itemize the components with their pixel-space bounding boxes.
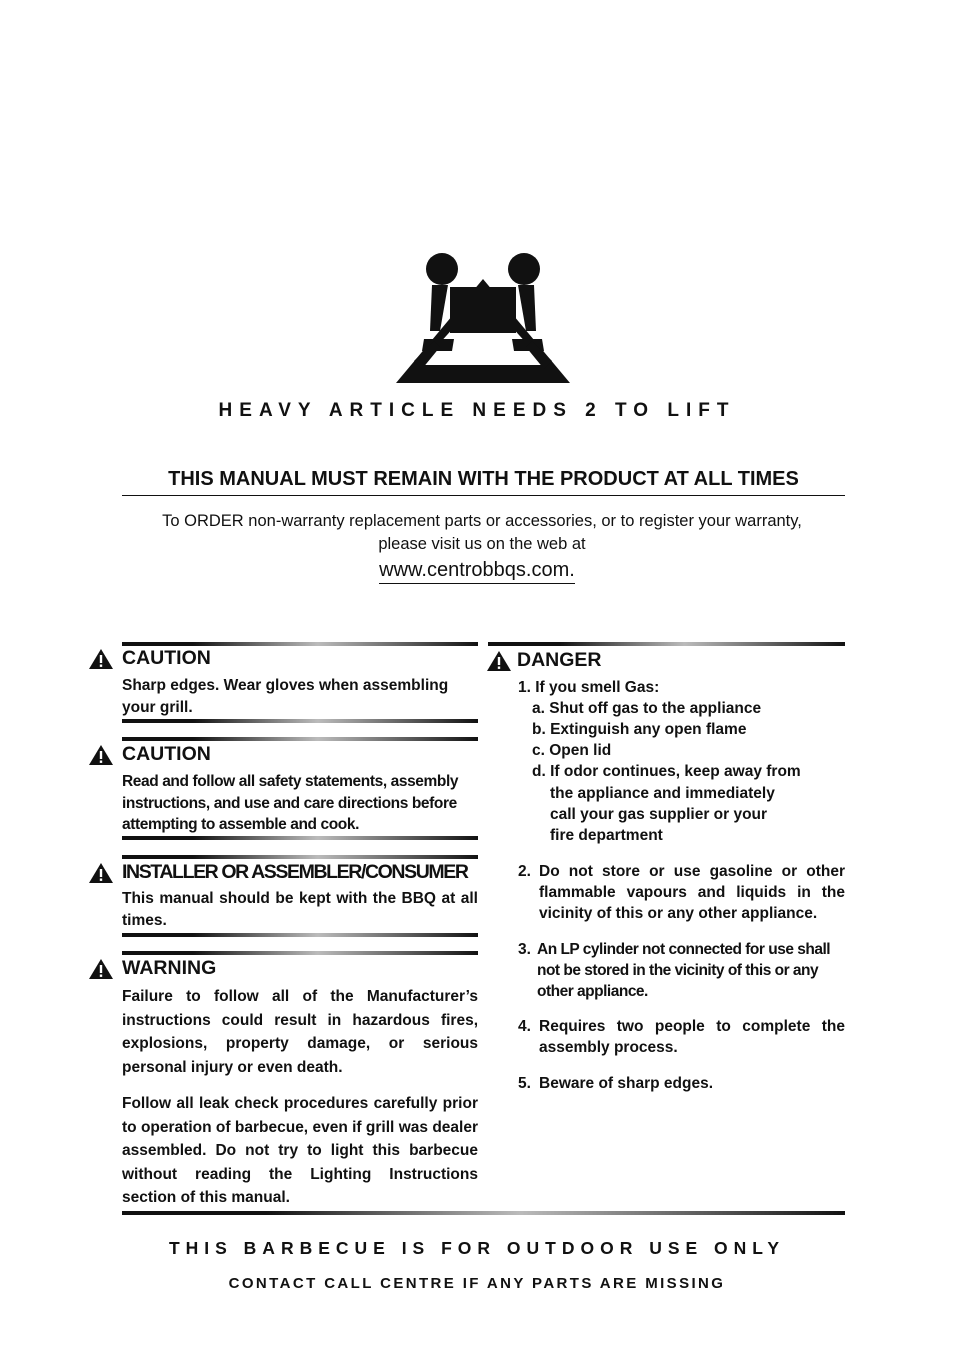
outdoor-use-notice: THIS BARBECUE IS FOR OUTDOOR USE ONLY bbox=[168, 1238, 786, 1258]
danger-item-3-text: An LP cylinder not connected for use shall not be stored in the vicinity of this or any other appliance. bbox=[537, 941, 831, 1000]
contact-notice: CONTACT CALL CENTRE IF ANY PARTS ARE MISSING bbox=[228, 1275, 726, 1292]
danger-item-5-number: 5. bbox=[518, 1075, 531, 1092]
danger-item-3-number: 3. bbox=[518, 941, 531, 958]
warning-triangle-icon bbox=[88, 958, 114, 980]
website-link[interactable]: www.centrobbqs.com. bbox=[379, 559, 575, 584]
warning-text: Failure to follow all of the Manufacturer’s instructions could result in hazardous fires, explosions, property damage, or serious personal injury or even death. bbox=[122, 988, 478, 1076]
warning-triangle-icon bbox=[88, 862, 114, 884]
two-person-lift-icon bbox=[394, 251, 572, 385]
order-line-2: please visit us on the web at bbox=[378, 535, 586, 553]
warning-triangle-icon bbox=[88, 744, 114, 766]
warning-text-2: Follow all leak check procedures carefully prior to operation of barbecue, even if grill was dealer assembled. Do not try to light this barbecue without reading the Lighting Instructions section of this manual. bbox=[122, 1095, 478, 1206]
order-line-1: To ORDER non-warranty replacement parts or accessories, or to register your warranty, bbox=[162, 512, 802, 530]
danger-item-1b: b. Extinguish any open flame bbox=[532, 721, 747, 738]
danger-item-1d-line3: call your gas supplier or your bbox=[550, 806, 768, 823]
warning-heading: WARNING bbox=[122, 957, 217, 979]
section-divider bbox=[122, 737, 478, 741]
manual-notice-title: THIS MANUAL MUST REMAIN WITH THE PRODUCT AT ALL TIMES bbox=[122, 468, 845, 496]
section-divider bbox=[488, 642, 845, 646]
danger-item-2-number: 2. bbox=[518, 863, 531, 880]
section-divider bbox=[122, 642, 478, 646]
danger-item-4-number: 4. bbox=[518, 1018, 531, 1035]
danger-item-1a: a. Shut off gas to the appliance bbox=[532, 700, 762, 717]
danger-heading: DANGER bbox=[517, 649, 602, 671]
caution-heading: CAUTION bbox=[122, 743, 211, 765]
section-divider bbox=[122, 855, 478, 859]
danger-item-1-title: 1. If you smell Gas: bbox=[518, 679, 660, 696]
section-divider bbox=[122, 933, 478, 937]
section-divider bbox=[122, 1211, 845, 1215]
danger-item-4-text: Requires two people to complete the assembly process. bbox=[539, 1018, 845, 1056]
website bbox=[0, 559, 954, 582]
heavy-article-notice: HEAVY ARTICLE NEEDS 2 TO LIFT bbox=[218, 400, 736, 421]
order-instructions bbox=[112, 510, 852, 556]
caution-text: Sharp edges. Wear gloves when assembling your grill. bbox=[122, 677, 449, 716]
danger-item-1d-line2: the appliance and immediately bbox=[550, 785, 775, 802]
danger-item-1c: c. Open lid bbox=[532, 742, 612, 759]
danger-item-1d: d. If odor continues, keep away from bbox=[532, 763, 801, 780]
section-divider bbox=[122, 719, 478, 723]
caution-text: Read and follow all safety statements, assembly instructions, and use and care directions before attempting to assemble and cook. bbox=[122, 773, 459, 833]
danger-item-2-text: Do not store or use gasoline or other flammable vapours and liquids in the vicinity of this or any other appliance. bbox=[539, 863, 845, 922]
warning-triangle-icon bbox=[88, 648, 114, 670]
installer-text: This manual should be kept with the BBQ at all times. bbox=[122, 890, 478, 929]
warning-triangle-icon bbox=[486, 650, 512, 672]
section-divider bbox=[122, 951, 478, 955]
danger-item-1d-line4: fire department bbox=[550, 827, 663, 844]
installer-heading: INSTALLER OR ASSEMBLER/CONSUMER bbox=[122, 861, 468, 883]
danger-item-5-text: Beware of sharp edges. bbox=[539, 1075, 714, 1092]
caution-heading: CAUTION bbox=[122, 647, 211, 669]
section-divider bbox=[122, 836, 478, 840]
